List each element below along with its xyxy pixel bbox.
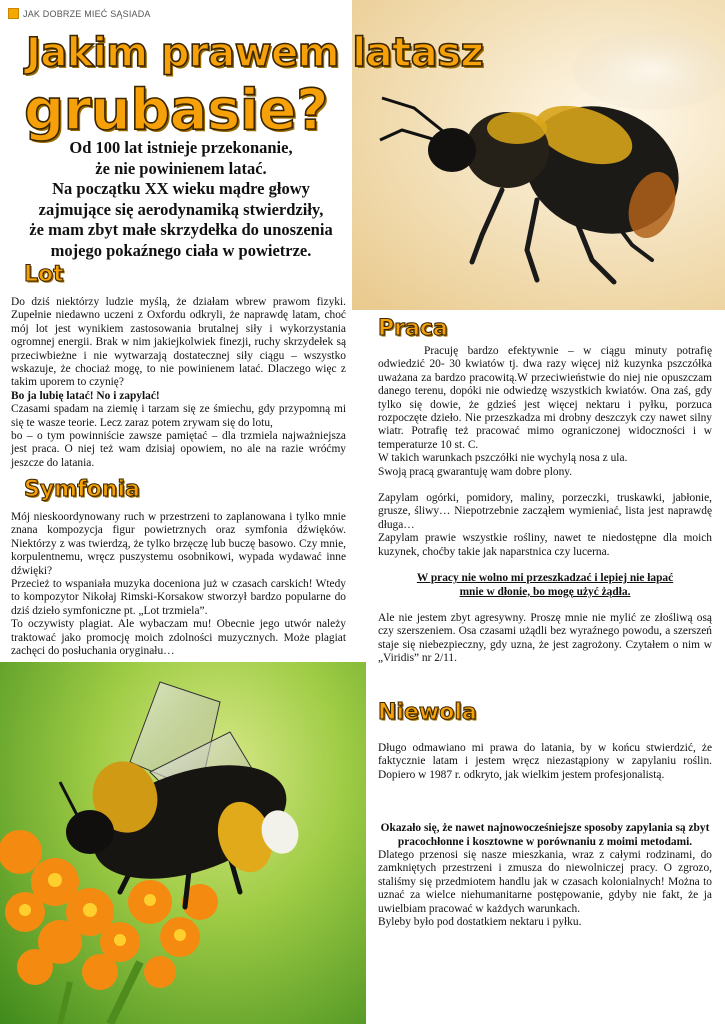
section-body-praca (378, 345, 712, 666)
section-heading-symfonia: Symfonia (24, 477, 140, 502)
section-heading-praca: Praca (378, 316, 448, 341)
paragraph: Czasami spadam na ziemię i tarzam się ze śmiechu, gdy przypomną mi się te wasze teorie. Lecz zaraz potem zrywam się do lotu, (11, 403, 346, 429)
lead-paragraph (12, 138, 350, 261)
paragraph: bo – o tym powinniście zawsze pamiętać – dla trzmiela najważniejsza jest praca. O niej też wam dzisiaj opowiem, no ale na razie wróćmy jeszcze do latania. (11, 430, 346, 469)
paragraph: Zapylam ogórki, pomidory, maliny, porzeczki, truskawki, jabłonie, grusze, śliwy… Niepotrzebnie zacząłem wymieniać, lista jest naprawdę długa… (378, 492, 712, 531)
paragraph: W takich warunkach pszczółki nie wychylą nosa z ula. (378, 452, 628, 465)
paragraph: Mój nieskoordynowany ruch w przestrzeni to zaplanowana i tylko mnie znana kompozycja figur powietrznych oraz symfonia dźwięków. Niektórzy z was twierdzą, że tylko brzęczę lub buczę basowo. Czy mnie, korpulentnemu, wręcz puszystemu osobnikowi, wypada wydawać inne dźwięki? (11, 511, 346, 577)
paragraph-bold: Okazało się, że nawet najnowocześniejsze sposoby zapylania są zbyt pracochłonne i kosztowne w porównaniu z moimi metodami. (380, 822, 710, 848)
paragraph: Swoją pracą gwarantuję wam dobre plony. (378, 465, 573, 478)
lead-line: że nie powinienem latać. (95, 158, 267, 178)
section-heading-niewola: Niewola (378, 700, 477, 725)
paragraph-bold: Bo ja lubię latać! No i zapylać! (11, 389, 160, 402)
section-heading-lot: Lot (24, 262, 64, 287)
tag-square-icon (8, 8, 19, 19)
section-body-lot (11, 296, 346, 470)
section-body-niewola (378, 742, 712, 929)
bumblebee-on-flowers-icon (0, 662, 366, 1024)
paragraph: Długo odmawiano mi prawa do latania, by w końcu stwierdzić, że faktycznie latam i jestem wręcz niezastąpiony w zapylaniu roślin. Dopiero w 1987 r. odkryto, jak wielkim jestem profesjonalistą. (378, 742, 712, 781)
lead-line: mojego pokaźnego ciała w powietrze. (50, 240, 312, 260)
paragraph: Do dziś niektórzy ludzie myślą, że działam wbrew prawom fizyki. Zupełnie niedawno uczeni z Oxfordu odkryli, że naprawdę latam, choć mój lot jest wynikiem zastosowania brutalnej siły i wykorzystania ogromnej energii. Brak w nim jakiejkolwiek finezji, ruchy skrzydełek są przeciwbieżne i nie wytwarzają dostatecznej siły ciągu – wszystko wskazuje, że chociaż mogę, to nie powinienem latać. Dlaczego więc z takim uporem to czynię? (11, 296, 346, 389)
paragraph: Byleby było pod dostatkiem nektaru i pyłku. (378, 916, 582, 929)
paragraph: Pracuję bardzo efektywnie – w ciągu minuty potrafię odwiedzić 20- 30 kwiatów tj. dwa razy więcej niż kuzynka pszczółka uważana za bardzo pracowitą.W przeciwieństwie do niej nie opuszczam danego terenu, dopóki nie odwiedzę wszystkich kwiatów. Ona zaś, gdy tylko się dowie, że gdzieś jest więcej nektaru i pyłku, porzuca rozpoczęte dzieło. Nie przeszkadza mi drobny deszczyk czy nawet silny wiatr. Potrafię też pracować mimo ograniczonej widoczności i w temperaturze 10 st. C. (378, 345, 712, 451)
paragraph: Ale nie jestem zbyt agresywny. Proszę mnie nie mylić ze złośliwą osą czy szerszeniem. Osa czasami użądli bez wyraźnego powodu, a szerszeń staje się niebezpieczny, gdy uzna, że jest zagrożony. Czytałem o nim w „Viridis” nr 2/11. (378, 611, 712, 665)
section-tag-label: JAK DOBRZE MIEĆ SĄSIADA (23, 8, 151, 19)
section-body-symfonia (11, 511, 346, 658)
paragraph: Przecież to wspaniała muzyka doceniona już w czasach carskich! Wtedy to kompozytor Nikołaj Rimski-Korsakow stworzył bardzo popularne do dziś dzieło symfoniczne pt. „Lot trzmiela”. (11, 578, 346, 617)
article-title-line2: grubasie? (24, 78, 328, 143)
bumblebee-on-flowers-photo (0, 662, 366, 1024)
lead-line: Od 100 lat istnieje przekonanie, (69, 138, 293, 157)
paragraph: Zapylam prawie wszystkie rośliny, nawet te niedostępne dla moich kuzynek, choćby takie jak naparstnica czy lucerna. (378, 532, 712, 558)
paragraph: Dlatego przenosi się nasze mieszkania, wraz z całymi rodzinami, do zamkniętych przestrzeni i zmusza do niewolniczej pracy. O zgrozo, staliśmy się przedmiotem handlu jak w czasach kolonialnych! Można to uznać za wielce niehumanitarne postępowanie, gdyby nie fakt, że ja uwielbiam pracować w każdych warunkach. (378, 849, 712, 915)
paragraph: To oczywisty plagiat. Ale wybaczam mu! Obecnie jego utwór należy traktować jako promocję moich zdolności muzycznych. Może plagiat zachęci do posłuchania oryginału… (11, 618, 346, 658)
motto-paragraph: W pracy nie wolno mi przeszkadzać i lepiej nie łapać mnie w dłonie, bo mogę użyć żądła. (416, 572, 674, 598)
lead-line: zajmujące się aerodynamiką stwierdziły, (38, 199, 324, 219)
lead-line: że mam zbyt małe skrzydełka do unoszenia (29, 220, 333, 239)
article-title-line1: Jakim prawem latasz (26, 30, 484, 76)
section-tag (8, 8, 151, 19)
lead-line: Na początku XX wieku mądre głowy (52, 179, 310, 198)
